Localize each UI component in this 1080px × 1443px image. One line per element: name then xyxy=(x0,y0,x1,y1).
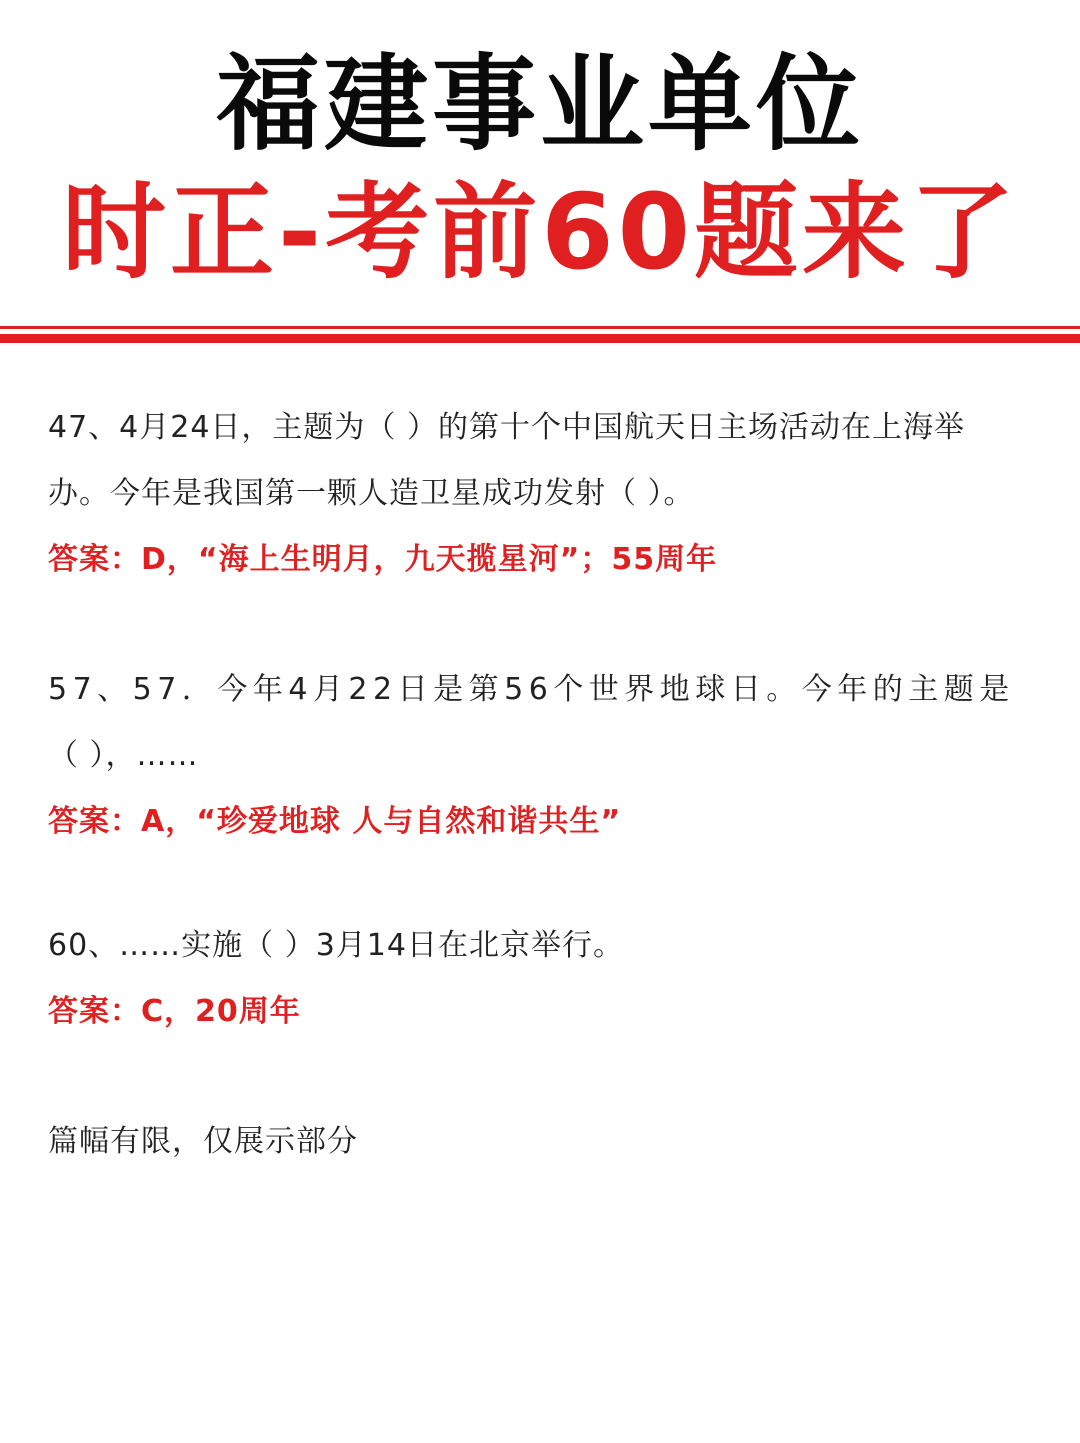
question-block-60 xyxy=(48,913,1038,1045)
question-block-47 xyxy=(48,395,1038,593)
question-text: 办。今年是我国第一颗人造卫星成功发射（ ）。 xyxy=(48,476,695,511)
page-subtitle: 时正-考前60题来了 xyxy=(62,171,1018,293)
answer-text: 答案：A，“珍爱地球 人与自然和谐共生” xyxy=(48,804,622,839)
question-text: 60、……实施（ ）3月14日在北京举行。 xyxy=(48,928,624,963)
question-text: 47、4月24日，主题为（ ）的第十个中国航天日主场活动在上海举 xyxy=(48,410,965,445)
answer-text: 答案：D，“海上生明月，九天揽星河”；55周年 xyxy=(48,542,718,577)
page-title: 福建事业单位 xyxy=(215,43,864,165)
divider-thick xyxy=(0,334,1080,343)
answer-text: 答案：C，20周年 xyxy=(48,994,301,1029)
divider-thin xyxy=(0,326,1080,329)
question-list xyxy=(48,395,1038,1175)
question-text: （ ），…… xyxy=(48,738,199,773)
question-block-57 xyxy=(48,657,1038,855)
footer-note: 篇幅有限，仅展示部分 xyxy=(48,1124,358,1159)
question-text: 57、57．今年4月22日是第56个世界地球日。今年的主题是 xyxy=(48,672,1015,707)
header xyxy=(0,0,1080,330)
